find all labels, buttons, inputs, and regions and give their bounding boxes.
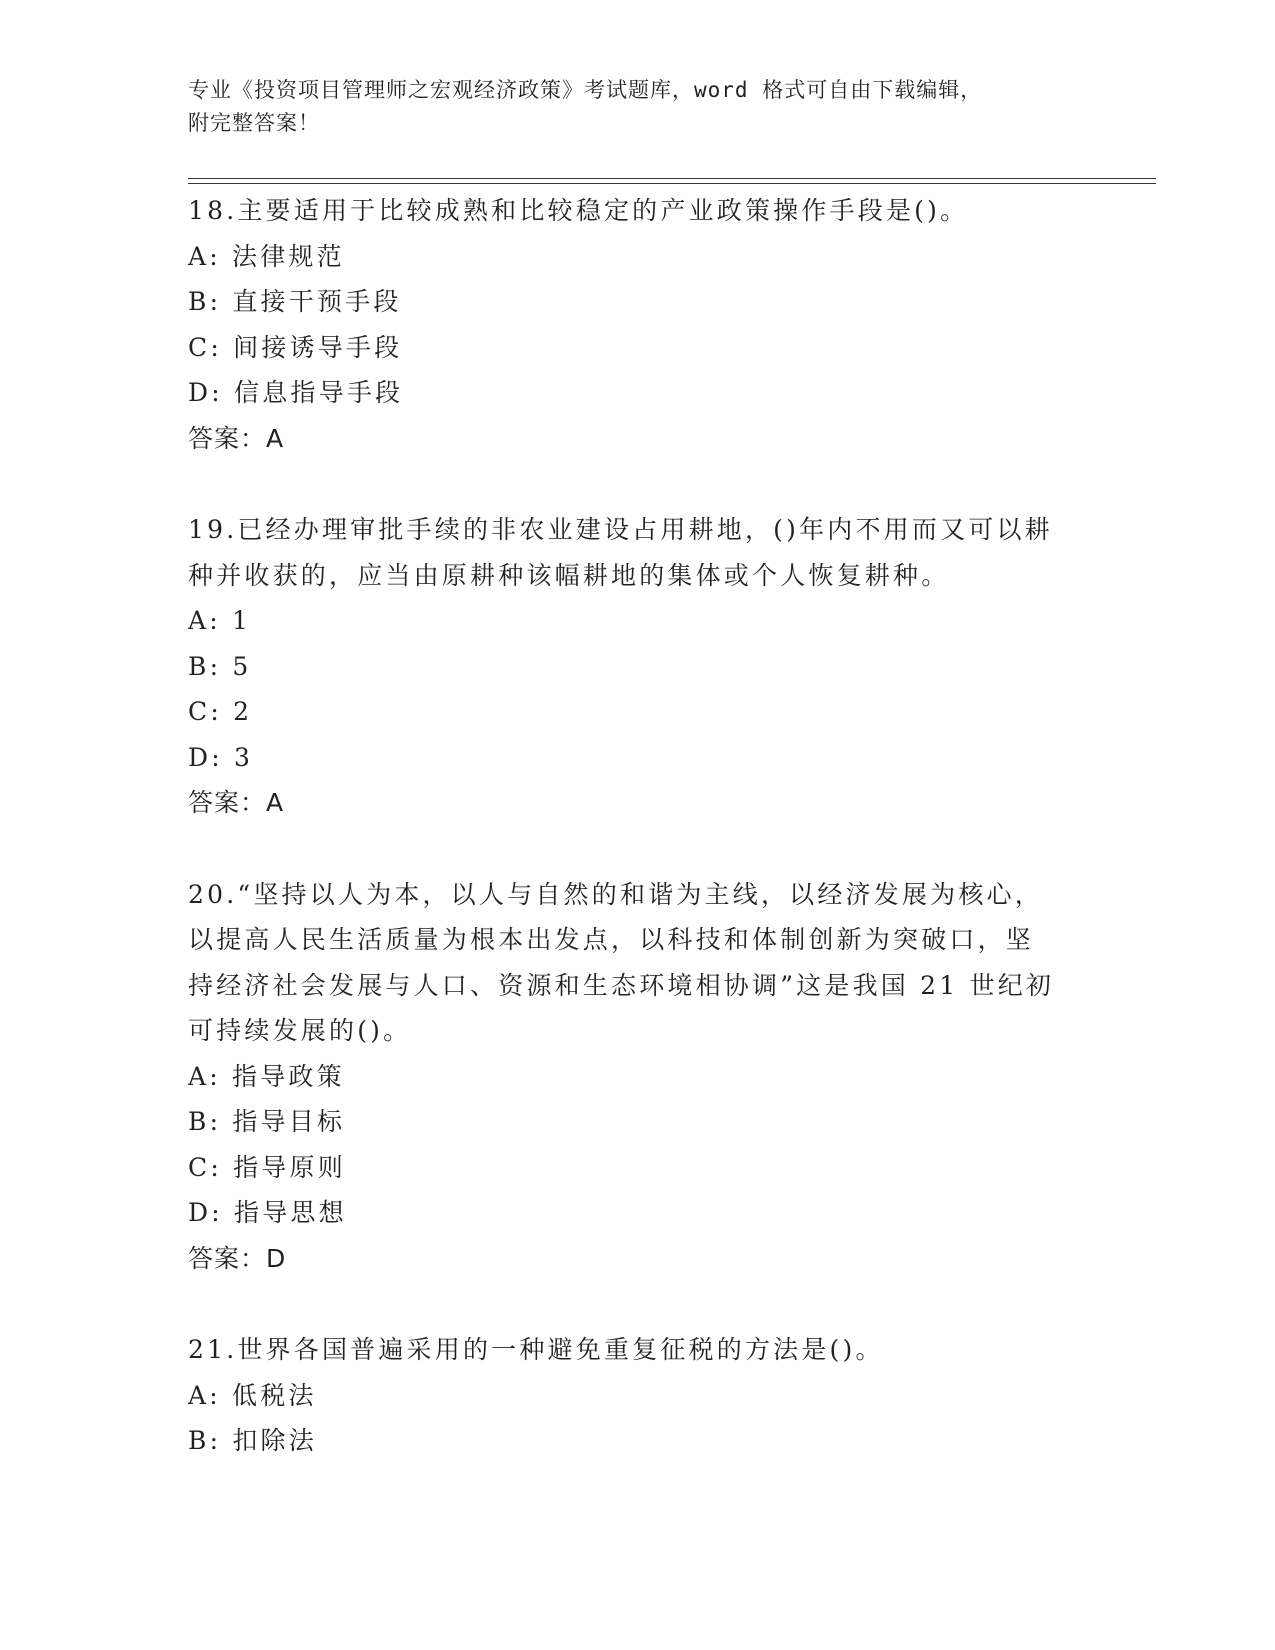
answer-line: 答案：D <box>188 1243 287 1273</box>
question-18 <box>188 188 1088 461</box>
question-stem: 19.已经办理审批手续的非农业建设占用耕地，()年内不用而又可以耕 <box>188 515 1053 544</box>
option-c: C: 2 <box>188 697 253 726</box>
option-a: A: 指导政策 <box>188 1061 345 1091</box>
question-19 <box>188 507 1088 826</box>
option-b: B: 5 <box>188 651 252 681</box>
question-stem: 20.“坚持以人为本，以人与自然的和谐为主线，以经济发展为核心， <box>188 879 1043 909</box>
answer-line: 答案：A <box>188 788 285 817</box>
question-stem: 21.世界各国普遍采用的一种避免重复征税的方法是()。 <box>188 1335 884 1364</box>
option-c: C: 间接诱导手段 <box>188 332 403 362</box>
question-list <box>188 188 1088 1464</box>
question-stem: 以提高人民生活质量为根本出发点，以科技和体制创新为突破口，坚 <box>188 925 1035 954</box>
option-b: B: 扣除法 <box>188 1426 317 1455</box>
option-d: D: 信息指导手段 <box>188 378 404 407</box>
header-divider-bottom <box>188 183 1156 184</box>
question-spacer <box>188 461 1088 507</box>
question-21 <box>188 1327 1088 1464</box>
option-a: A: 低税法 <box>188 1380 317 1410</box>
option-b: B: 指导目标 <box>188 1107 346 1136</box>
option-a: A: 1 <box>188 606 252 635</box>
document-header <box>188 74 1068 140</box>
question-stem: 可持续发展的()。 <box>188 1016 412 1045</box>
option-c: C: 指导原则 <box>188 1152 346 1182</box>
question-20 <box>188 872 1088 1282</box>
header-divider-top <box>188 178 1156 179</box>
question-stem: 种并收获的，应当由原耕种该幅耕地的集体或个人恢复耕种。 <box>188 560 950 590</box>
question-stem: 18.主要适用于比较成熟和比较稳定的产业政策操作手段是()。 <box>188 196 969 225</box>
header-line-1: 专业《投资项目管理师之宏观经济政策》考试题库，word 格式可自由下载编辑， <box>188 78 983 102</box>
option-a: A: 法律规范 <box>188 241 345 271</box>
option-d: D: 指导思想 <box>188 1198 347 1227</box>
option-b: B: 直接干预手段 <box>188 287 402 316</box>
question-spacer <box>188 826 1088 872</box>
question-spacer <box>188 1281 1088 1327</box>
answer-line: 答案：A <box>188 423 285 453</box>
header-line-2: 附完整答案！ <box>188 111 320 135</box>
question-stem: 持经济社会发展与人口、资源和生态环境相协调”这是我国 21 世纪初 <box>188 970 1055 1000</box>
option-d: D: 3 <box>188 742 254 772</box>
